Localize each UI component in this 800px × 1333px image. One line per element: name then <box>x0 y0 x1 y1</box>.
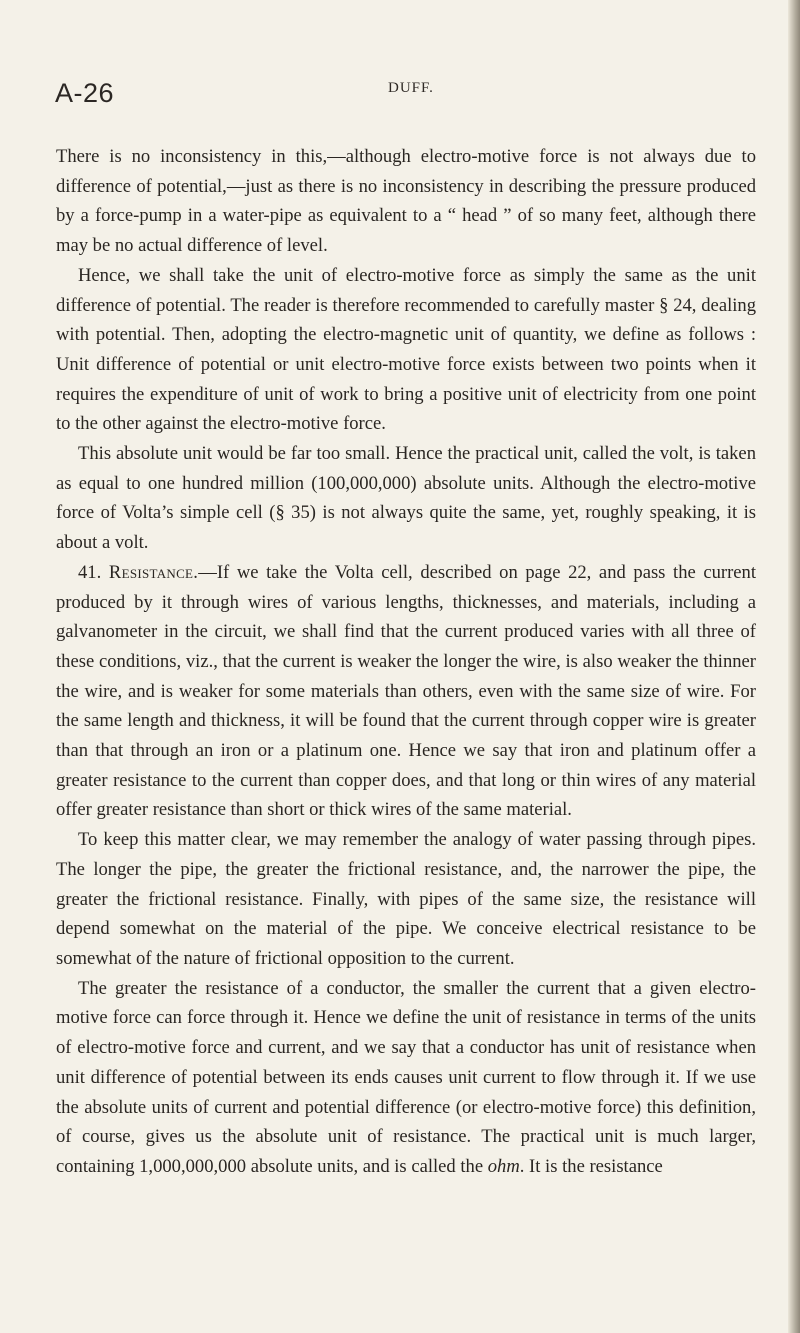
page-number: A-26 <box>55 78 115 108</box>
emphasis-term: ohm <box>487 1155 520 1177</box>
section-number: 41. <box>78 561 102 583</box>
page-header <box>55 78 755 118</box>
running-head: DUFF. <box>388 80 434 96</box>
paragraph <box>56 974 756 1182</box>
paragraph-text-end: . It is the resistance <box>519 1155 663 1177</box>
section-text: —If we take the Volta cell, described on page 22, and pass the current produced by it through wires of various lengths, thicknesses, and materials, including a galvanometer in the circuit, we shall find that the current produced varies with all three of these conditions, viz., that the current is weaker the longer the wire, is also weaker the thinner the wire, and is weaker for some materials than others, even with the same size of wire. For the same length and thickness, it will be found that the current through copper wire is greater than that through an iron or a platinum one. Hence we say that iron and platinum offer a greater resistance to the current than copper does, and that long or thin wires of any material offer greater resistance than short or thick wires of the same material. <box>56 561 757 821</box>
body-text <box>56 142 756 1182</box>
section-heading: Resistance. <box>108 561 199 583</box>
paragraph-text: The greater the resistance of a conductor, the smaller the current that a given electro-motive force can force through it. Hence we define the unit of resistance in terms of the units of electro-motive force and current, and we say that a conductor has unit of resistance when unit difference of potential between its ends causes unit current to flow through it. If we use the absolute units of current and potential difference (or electro-motive force) this definition, of course, gives us the absolute unit of resistance. The practical unit is much larger, containing 1,000,000,000 absolute units, and is called the <box>56 977 756 1177</box>
paragraph: To keep this matter clear, we may remember the analogy of water passing through pipes. The longer the pipe, the greater the frictional resistance, and, the narrower the pipe, the greater the frictional resistance. Finally, with pipes of the same size, the resistance will depend somewhat on the material of the pipe. We conceive electrical resistance to be somewhat of the nature of frictional opposition to the current. <box>56 829 756 969</box>
paragraph: There is no inconsistency in this,—although electro-motive force is not always due to difference of potential,—just as there is no inconsistency in describing the pressure produced by a force-pump in a water-pipe as equivalent to a “ head ” of so many feet, although there may be no actual difference of level. <box>56 146 756 257</box>
paragraph: Hence, we shall take the unit of electro-motive force as simply the same as the unit difference of potential. The reader is therefore recommended to carefully master § 24, dealing with potential. Then, adopting the electro-magnetic unit of quantity, we define as follows : Unit difference of potential or unit electro-motive force exists between two points when it requires the expenditure of unit of work to bring a positive unit of electricity from one point to the other against the electro-motive force. <box>56 264 756 435</box>
scan-edge-shadow <box>788 0 800 1333</box>
paragraph: This absolute unit would be far too small. Hence the practical unit, called the volt, is taken as equal to one hundred million (100,000,000) absolute units. Although the electro-motive force of Volta’s simple cell (§ 35) is not always quite the same, yet, roughly speaking, it is about a volt. <box>56 443 756 554</box>
section-paragraph-resistance <box>56 558 756 825</box>
